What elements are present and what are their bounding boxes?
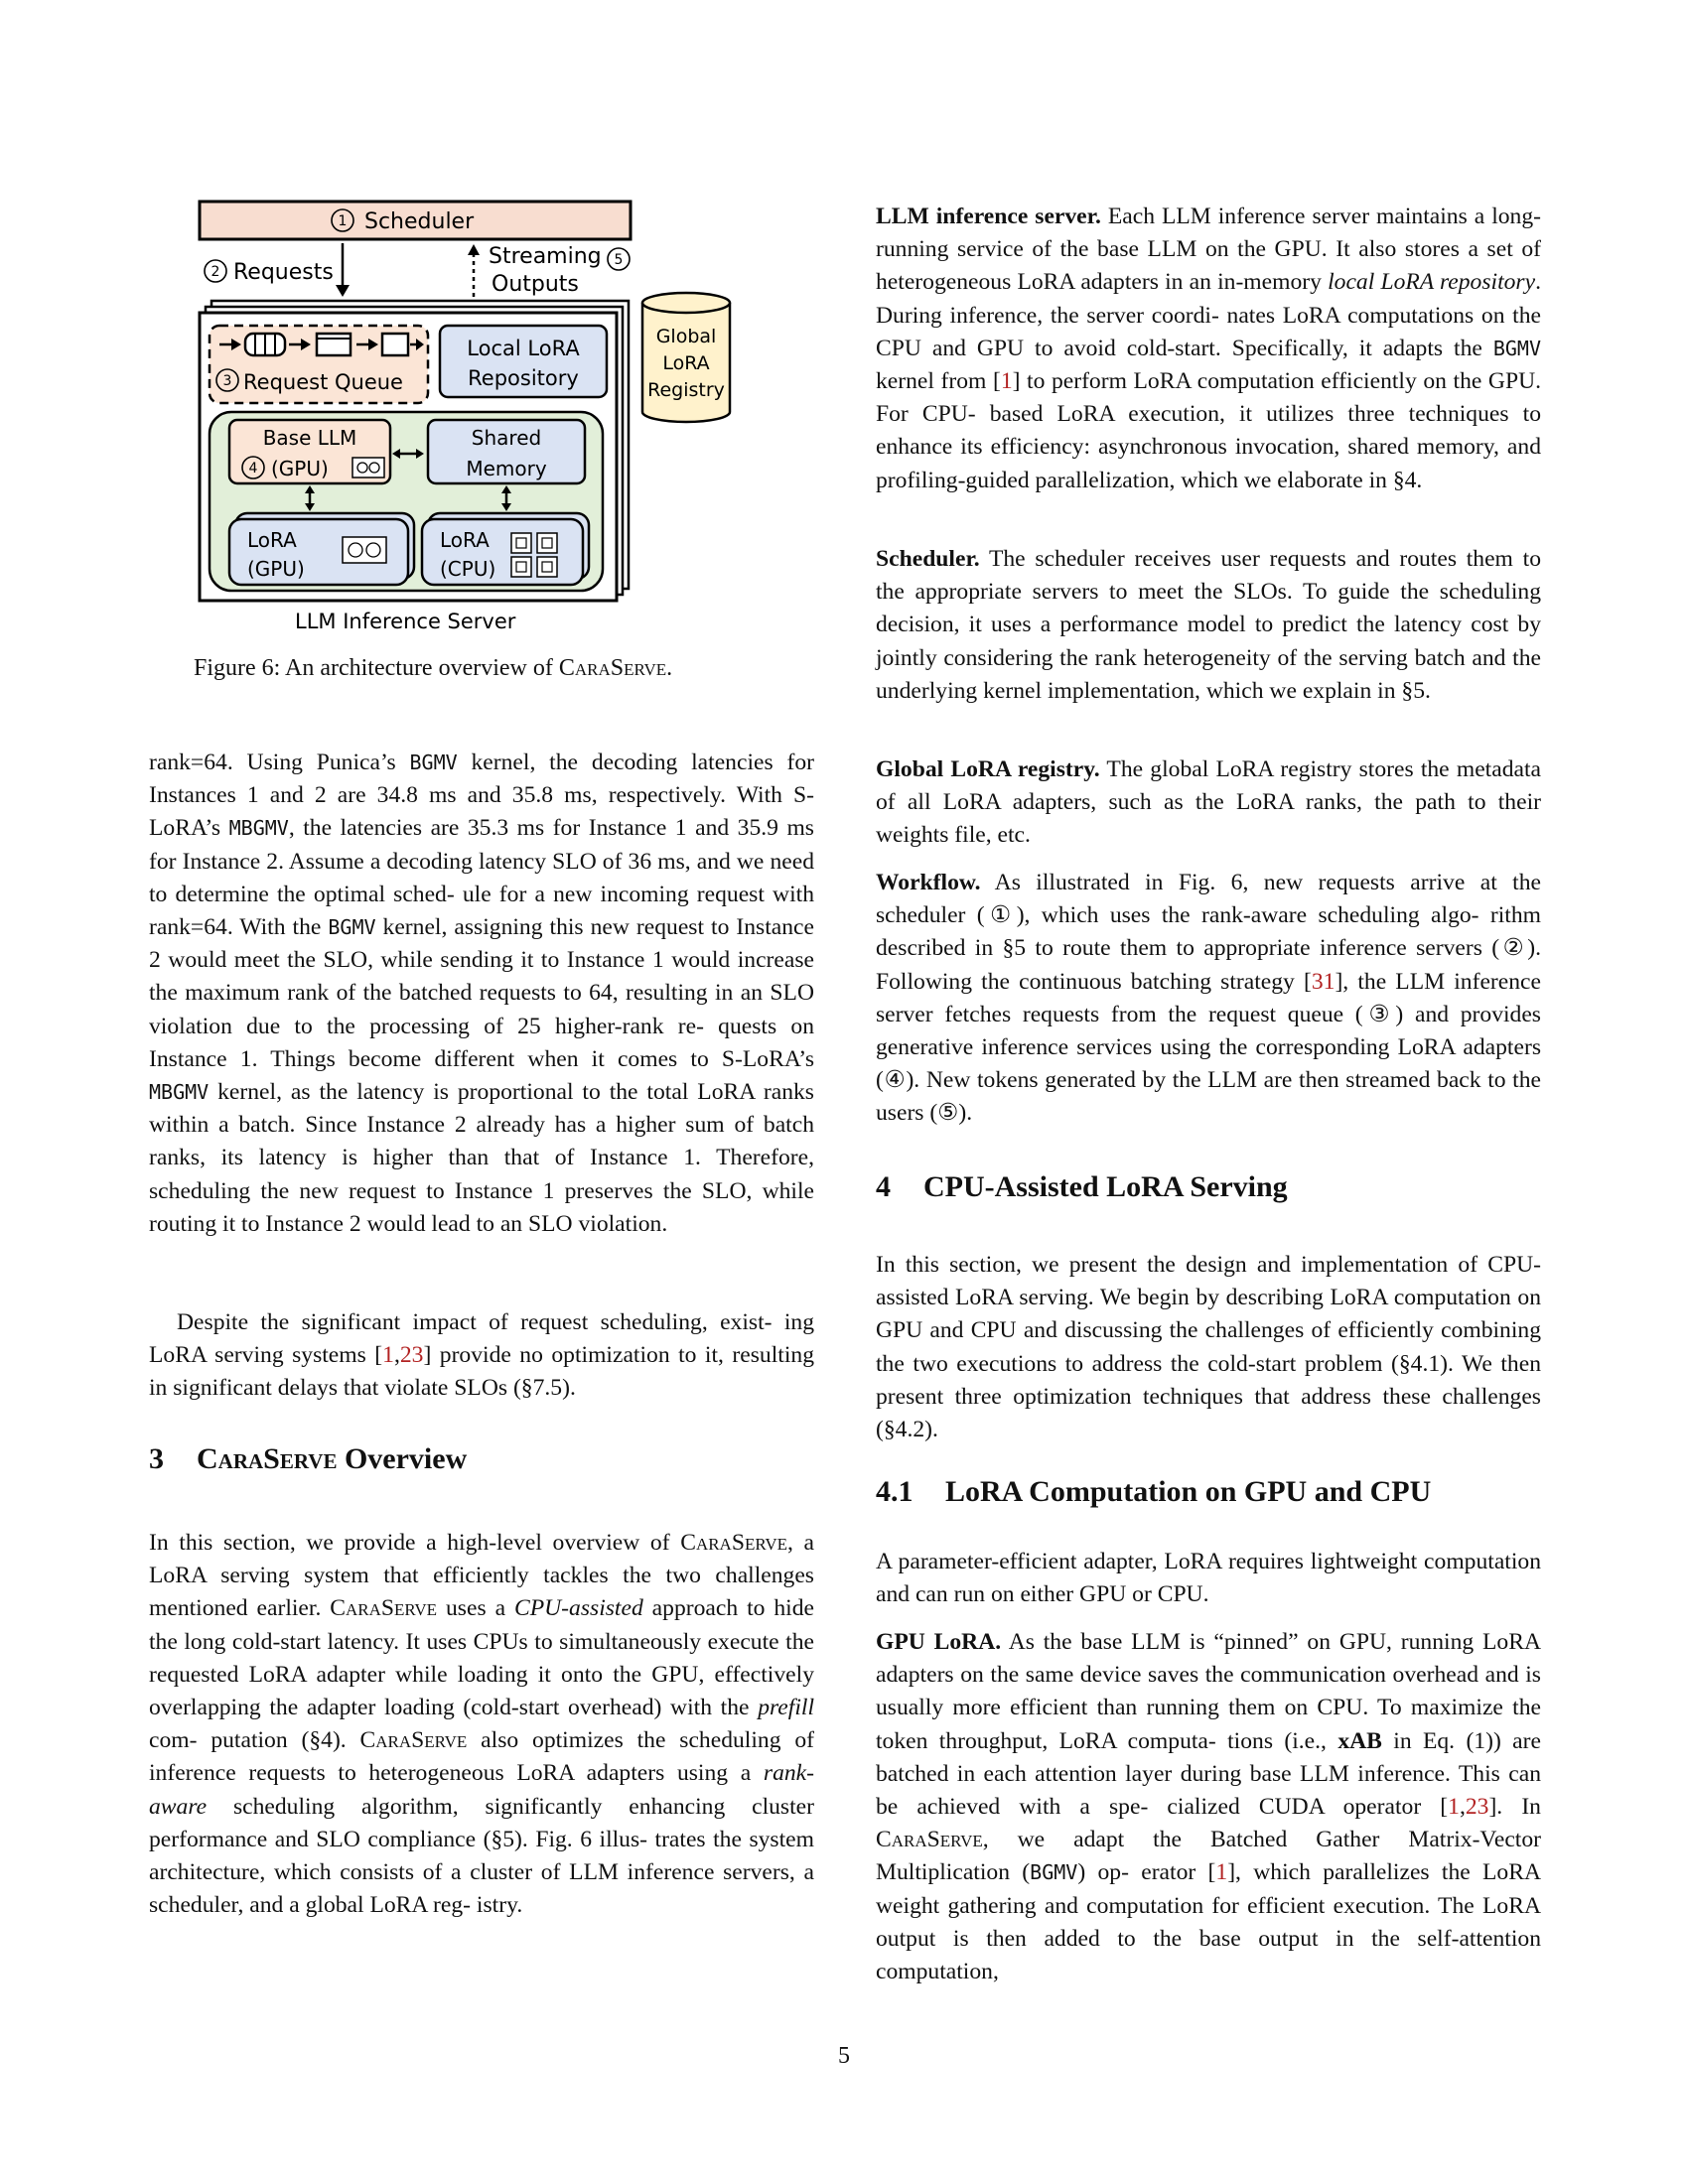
scheduler-num: 1 xyxy=(338,213,348,229)
gpu-icon xyxy=(343,537,386,563)
local-lora-line1: Local LoRA xyxy=(467,337,580,360)
paragraph-workflow: Workflow. As illustrated in Fig. 6, new requests arrive at the scheduler (①), which uses the rank-aware scheduling algo- rithm described in §5 to route them to appropriate inference servers (②). Following the continuous batching strategy [31], the LLM inference server fetches requests from the request queue (③) and provides generative inference services using the corresponding LoRA adapters (④). New tokens generated by the LLM are then streamed back to the users (⑤). xyxy=(876,870,1541,1127)
global-line1: Global xyxy=(655,326,717,347)
paragraph-overview: In this section, we provide a high-level overview of CaraServe, a LoRA serving system that efficiently tackles the two challenges mentioned earlier. CaraServe uses a CPU-assisted approach to hide the long cold-start latency. It uses CPUs to simultaneously execute the requested LoRA adapter while loading it onto the GPU, effectively overlapping the adapter loading (cold-start overhead) with the prefill com- putation (§4). CaraServe also optimizes the scheduling of inference requests to heterogeneous LoRA adapters using a rank-aware scheduling algorithm, significantly enhancing cluster performance and SLO compliance (§5). Fig. 6 illus- trates the system architecture, which consists of a cluster of LLM inference servers, a scheduler, and a global LoRA reg- istry. xyxy=(149,1530,814,1919)
scheduler-label: Scheduler xyxy=(364,209,475,234)
base-llm-line1: Base LLM xyxy=(262,426,357,450)
shared-line1: Shared xyxy=(471,426,542,450)
streaming-num: 5 xyxy=(614,252,624,268)
request-queue-label: Request Queue xyxy=(243,370,403,394)
base-llm-line2: (GPU) xyxy=(271,457,329,480)
figure-caption: Figure 6: An architecture overview of CaraServe. xyxy=(194,655,673,681)
paragraph-section4-intro: In this section, we present the design and implementation of CPU-assisted LoRA serving. We begin by describing LoRA computation on GPU and CPU and discussing the challenges of efficiently combining the two executions to address the cold-start problem (§4.1). We then present three optimization techniques that address these challenges (§4.2). xyxy=(876,1252,1541,1443)
paragraph-scheduler: Scheduler. The scheduler receives user requests and routes them to the appropriate servers to meet the SLOs. To guide the scheduling decision, it uses a performance model to predict the latency cost by jointly considering the rank heterogeneity of the serving batch and the underlying kernel implementation, which we explain in §5. xyxy=(876,546,1541,704)
page-number: 5 xyxy=(838,2043,850,2069)
outputs-label: Outputs xyxy=(492,272,579,297)
streaming-label: Streaming xyxy=(489,244,602,269)
requests-label: Requests xyxy=(233,260,334,285)
lora-cpu-line2: (CPU) xyxy=(440,557,496,581)
section-4-heading: 4 CPU-Assisted LoRA Serving xyxy=(876,1170,1288,1203)
paragraph-inference-server: LLM inference server. Each LLM inference server maintains a long-running service of the base LLM on the GPU. It also stores a set of heterogeneous LoRA adapters in an in-memory local LoRA repository. During inference, the server coordi- nates LoRA computations on the CPU and GPU to avoid cold-start. Specifically, it adapts the BGMV kernel from [1] to perform LoRA computation efficiently on the GPU. For CPU- based LoRA execution, it utilizes three techniques to enhance its efficiency: asynchronous invocation, shared memory, and profiling-guided parallelization, which we elaborate in §4. xyxy=(876,204,1542,493)
paragraph-scheduling-example: rank=64. Using Punica’s BGMV kernel, the decoding latencies for Instances 1 and 2 are 34.8 ms and 35.8 ms, respectively. With S-LoRA’s MBGMV, the latencies are 35.3 ms for Instance 1 and 35.9 ms for Instance 2. Assume a decoding latency SLO of 36 ms, and we need to determine the optimal sched- ule for a new incoming request with rank=64. With the BGMV kernel, assigning this new request to Instance 2 would meet the SLO, while sending it to Instance 1 would increase the maximum rank of the batched requests to 64, resulting in an SLO violation due to the processing of 25 higher-rank re- quests on Instance 1. Things become different when it comes to S-LoRA’s MBGMV kernel, as the latency is proportional to the total LoRA ranks within a batch. Since Instance 2 already has a higher sum of batch ranks, its latency is higher than that of Instance 1. Therefore, scheduling the new request to Instance 1 preserves the SLO, while routing it to Instance 2 would lead to an SLO violation. xyxy=(149,750,814,1237)
architecture-figure xyxy=(194,194,779,640)
global-line2: LoRA xyxy=(662,352,710,374)
lora-gpu-line1: LoRA xyxy=(247,528,297,552)
server-label: LLM Inference Server xyxy=(295,610,516,633)
paragraph-global-registry: Global LoRA registry. The global LoRA registry stores the metadata of all LoRA adapters, such as the LoRA ranks, the path to their weights file, etc. xyxy=(876,756,1541,849)
local-lora-line2: Repository xyxy=(468,366,579,390)
global-line3: Registry xyxy=(647,379,725,401)
paragraph-impact: Despite the significant impact of request scheduling, exist- ing LoRA serving systems [1,23] provide no optimization to it, resulting in significant delays that violate SLOs (§7.5). xyxy=(149,1309,814,1402)
lora-cpu-line1: LoRA xyxy=(440,528,490,552)
requests-num: 2 xyxy=(211,264,220,280)
gpu-icon xyxy=(352,458,384,478)
lora-gpu-line2: (GPU) xyxy=(247,557,305,581)
queue-num: 3 xyxy=(222,373,232,389)
section-4-1-heading: 4.1 LoRA Computation on GPU and CPU xyxy=(876,1475,1432,1508)
shared-line2: Memory xyxy=(466,457,547,480)
section-3-heading: 3 CaraServe Overview xyxy=(149,1442,468,1475)
base-num: 4 xyxy=(248,461,258,477)
paragraph-adapter: A parameter-efficient adapter, LoRA requires lightweight computation and can run on either GPU or CPU. xyxy=(876,1549,1541,1608)
paragraph-gpu-lora: GPU LoRA. As the base LLM is “pinned” on GPU, running LoRA adapters on the same device saves the communication overhead and is usually more efficient than running them on CPU. To maximize the token throughput, LoRA computa- tions (i.e., xAB in Eq. (1)) are batched in each attention layer during base LLM inference. This can be achieved with a spe- cialized CUDA operator [1,23]. In CaraServe, we adapt the Batched Gather Matrix-Vector Multiplication (BGMV) op- erator [1], which parallelizes the LoRA weight gathering and computation for efficient execution. The LoRA output is then added to the base output in the self-attention computation, xyxy=(876,1629,1541,1985)
